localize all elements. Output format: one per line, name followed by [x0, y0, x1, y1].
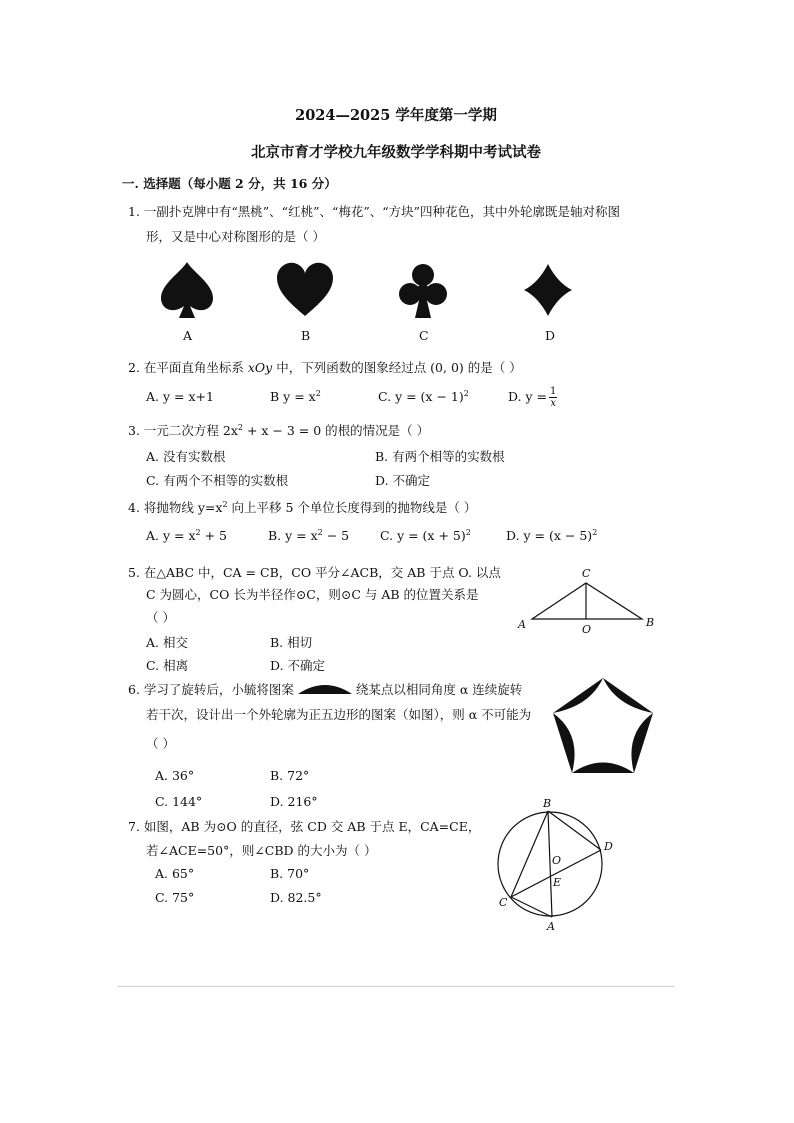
q5-triangle-figure: [512, 562, 662, 640]
heart-icon: [277, 263, 333, 316]
q5-fig-label-a: A: [518, 618, 526, 631]
q1-stem-line2: 形，又是中心对称图形的是（ ）: [146, 229, 325, 244]
q5-option-d: D. 不确定: [270, 658, 326, 673]
section-heading: 一. 选择题（每小题 2 分，共 16 分）: [122, 176, 337, 191]
q2-option-c: C. $y = (x - 1)^2$: [378, 389, 469, 404]
q7-fig-label-o: O: [552, 854, 562, 867]
q5-stem-line3: （ ）: [146, 610, 175, 625]
q5-fig-label-o: O: [582, 623, 592, 636]
q3-option-d: D. 不确定: [375, 473, 431, 488]
q4-option-b: B. $y = x^2 - 5$: [268, 528, 350, 543]
q2-option-a: A. y = x+1: [146, 389, 214, 404]
q5-fig-label-b: B: [646, 616, 655, 629]
q4-option-d: D. $y = (x - 5)^2$: [506, 528, 598, 543]
q7-option-b: B. 70°: [270, 866, 310, 881]
club-icon: [399, 264, 447, 318]
q5-stem-line2: C 为圆心，CO 长为半径作⊙C，则⊙C 与 AB 的位置关系是: [146, 587, 479, 602]
q5-stem-line1: 5. 在△ABC 中，CA = CB，CO 平分∠ACB，交 AB 于点 O. 以点: [128, 565, 501, 580]
q6-stem-line2: 若干次，设计出一个外轮廓为正五边形的图案（如图），则 α 不可能为: [146, 707, 532, 722]
q5-option-b: B. 相切: [270, 635, 313, 650]
exam-title: 北京市育才学校九年级数学学科期中考试试卷: [251, 144, 541, 161]
q1-stem-line1: 1. 一副扑克牌中有“黑桃”、“红桃”、“梅花”、“方块”四种花色，其中外轮廓既是轴对称图: [128, 204, 621, 219]
q3-option-c: C. 有两个不相等的实数根: [146, 473, 289, 488]
q1-label-c: C: [419, 328, 429, 343]
q3-option-a: A. 没有实数根: [146, 449, 226, 464]
q7-fig-label-a: A: [547, 920, 555, 933]
q2-stem: 2. 在平面直角坐标系 xOy 中，下列函数的图象经过点 (0, 0) 的是（ ）: [128, 360, 522, 375]
exam-term: 2024—2025 学年度第一学期: [295, 107, 497, 124]
q6-option-c: C. 144°: [155, 794, 203, 809]
q1-label-a: A: [183, 328, 193, 343]
q7-fig-label-c: C: [499, 896, 508, 909]
q5-fig-label-c: C: [582, 567, 591, 580]
q6-option-b: B. 72°: [270, 768, 310, 783]
q6-option-d: D. 216°: [270, 794, 318, 809]
q7-fig-label-e: E: [553, 876, 562, 889]
q7-fig-label-b: B: [543, 797, 552, 810]
q3-option-b: B. 有两个相等的实数根: [375, 449, 505, 464]
q6-pentagon-figure: [550, 676, 656, 776]
q4-stem: 4. 将抛物线 $y=x^2$ 向上平移 5 个单位长度得到的抛物线是（ ）: [128, 500, 477, 515]
q4-option-a: A. $y = x^2 + 5$: [146, 528, 227, 543]
q3-stem: 3. 一元二次方程 $2x^2 + x - 3 = 0$ 的根的情况是（ ）: [128, 423, 430, 438]
paper-bottom-edge: [118, 986, 674, 987]
q1-label-d: D: [545, 328, 556, 343]
q7-fig-label-d: D: [604, 840, 613, 853]
q7-option-c: C. 75°: [155, 890, 195, 905]
q6-option-a: A. 36°: [155, 768, 195, 783]
q7-option-d: D. 82.5°: [270, 890, 322, 905]
q6-stem-line1: 6. 学习了旋转后，小毓将图案 绕某点以相同角度 α 连续旋转: [128, 682, 523, 697]
q2-option-b: B $y = x^2$: [270, 389, 321, 404]
spade-icon: [161, 262, 213, 318]
q2-option-d: D. y = $\frac{1}{x}$: [508, 386, 557, 409]
diamond-icon: [524, 264, 572, 316]
q1-suit-figures: [155, 258, 585, 322]
q6-stem-line3: （ ）: [146, 736, 175, 751]
q7-stem-line2: 若∠ACE=50°，则∠CBD 的大小为（ ）: [146, 843, 377, 858]
q7-option-a: A. 65°: [155, 866, 195, 881]
q7-stem-line1: 7. 如图，AB 为⊙O 的直径，弦 CD 交 AB 于点 E，CA=CE，: [128, 819, 481, 834]
q5-option-a: A. 相交: [146, 635, 188, 650]
rotation-pattern-icon: [296, 682, 354, 696]
q5-option-c: C. 相离: [146, 658, 189, 673]
q4-option-c: C. $y = (x + 5)^2$: [380, 528, 471, 543]
q1-label-b: B: [301, 328, 311, 343]
q7-circle-figure: [492, 794, 622, 934]
